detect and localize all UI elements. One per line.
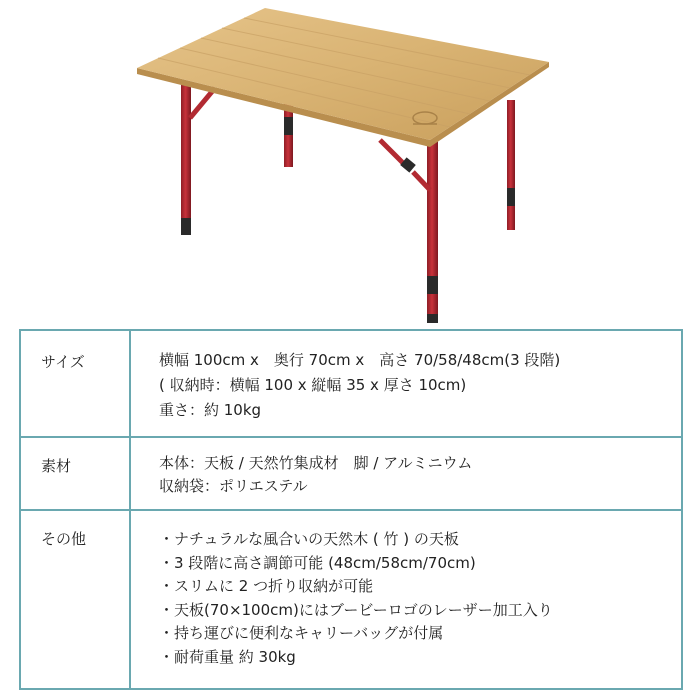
table-top — [137, 8, 549, 147]
spec-label-size: サイズ — [21, 331, 131, 436]
spec-row-material — [21, 438, 681, 511]
spec-value-other — [159, 528, 673, 669]
spec-table — [19, 329, 683, 690]
feature-line: ・ナチュラルな風合いの天然木 ( 竹 ) の天板 — [159, 530, 459, 548]
material-line: 収納袋：ポリエステル — [159, 477, 308, 495]
spec-label-other: その他 — [21, 511, 131, 688]
material-line: 本体：天板 / 天然竹集成材 脚 / アルミニウム — [159, 454, 473, 472]
feature-line: ・スリムに 2 つ折り収納が可能 — [159, 577, 374, 595]
feature-line: ・耐荷重量 約 30kg — [159, 647, 296, 666]
spec-row-size — [21, 331, 681, 438]
product-photo — [0, 0, 700, 330]
spec-row-other — [21, 511, 681, 688]
spec-value-material — [159, 452, 673, 498]
size-line: 重さ：約 10kg — [159, 401, 262, 419]
feature-line: ・持ち運びに便利なキャリーバッグが付属 — [159, 624, 444, 642]
feature-line: ・天板(70×100cm)にはブービーロゴのレーザー加工入り — [159, 600, 553, 619]
feature-line: ・3 段階に高さ調節可能 (48cm/58cm/70cm) — [159, 553, 476, 572]
spec-value-size — [159, 348, 673, 423]
size-line: ( 収納時：横幅 100 x 縦幅 35 x 厚さ 10cm) — [159, 376, 467, 394]
spec-label-material: 素材 — [21, 438, 131, 509]
size-line: 横幅 100cm x 奥行 70cm x 高さ 70/58/48cm(3 段階) — [159, 351, 561, 369]
